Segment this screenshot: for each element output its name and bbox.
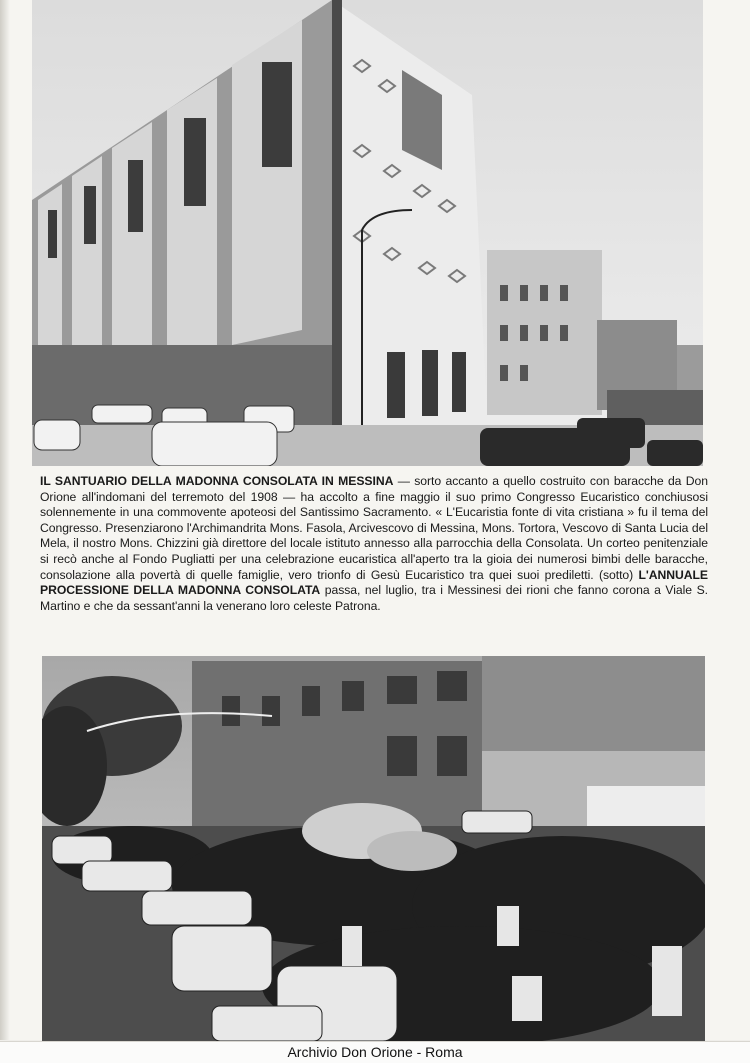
page-edge — [0, 0, 10, 1040]
photo-processione — [42, 656, 705, 1041]
caption-title: IL SANTUARIO DELLA MADONNA CONSOLATA IN MESSINA — [40, 474, 394, 488]
archive-footer — [0, 1041, 750, 1063]
photo-caption — [40, 474, 708, 614]
church-photo-illustration — [32, 0, 703, 466]
caption-title-2: L'ANNUALE PROCESSIONE DELLA MADONNA CONSOLATA — [40, 567, 708, 598]
procession-photo-illustration — [42, 656, 705, 1041]
caption-text-2: passa, nel luglio, tra i Messinesi dei rioni che fanno corona a Viale S. Martino e che da sessant'anni la venerano loro celeste Patrona. — [40, 583, 709, 613]
caption-sotto: (sotto) — [593, 567, 639, 582]
footer-text: Archivio Don Orione - Roma — [287, 1044, 463, 1060]
caption-text-1: — sorto accanto a quello costruito con baracche da Don Orione all'indomani del terremoto del 1908 — ha accolto a fine maggio il suo primo Congresso Eucaristico conchiusosi solennemente in una commovente apoteosi del Santissimo Sacramento. « L'Eucaristia fonte di vita cristiana » fu il tema del Congresso. Presenziarono l'Archimandrita Mons. Fasola, Arcivescovo di Messina, Mons. Tortora, Vescovo di Santa Lucia del Mela, il nostro Mons. Chizzini già direttore del locale istituto annesso alla parrocchia della Consolata. Un corteo penitenziale si recò anche al Fondo Pugliatti per una celebrazione eucaristica all'aperto tra la gioia dei numerosi bimbi delle baracche, consolazione alla povertà di quelle famiglie, vero trionfo di Gesù Eucaristico tra quei suoi prediletti. — [40, 474, 708, 582]
photo-santuario — [32, 0, 703, 466]
